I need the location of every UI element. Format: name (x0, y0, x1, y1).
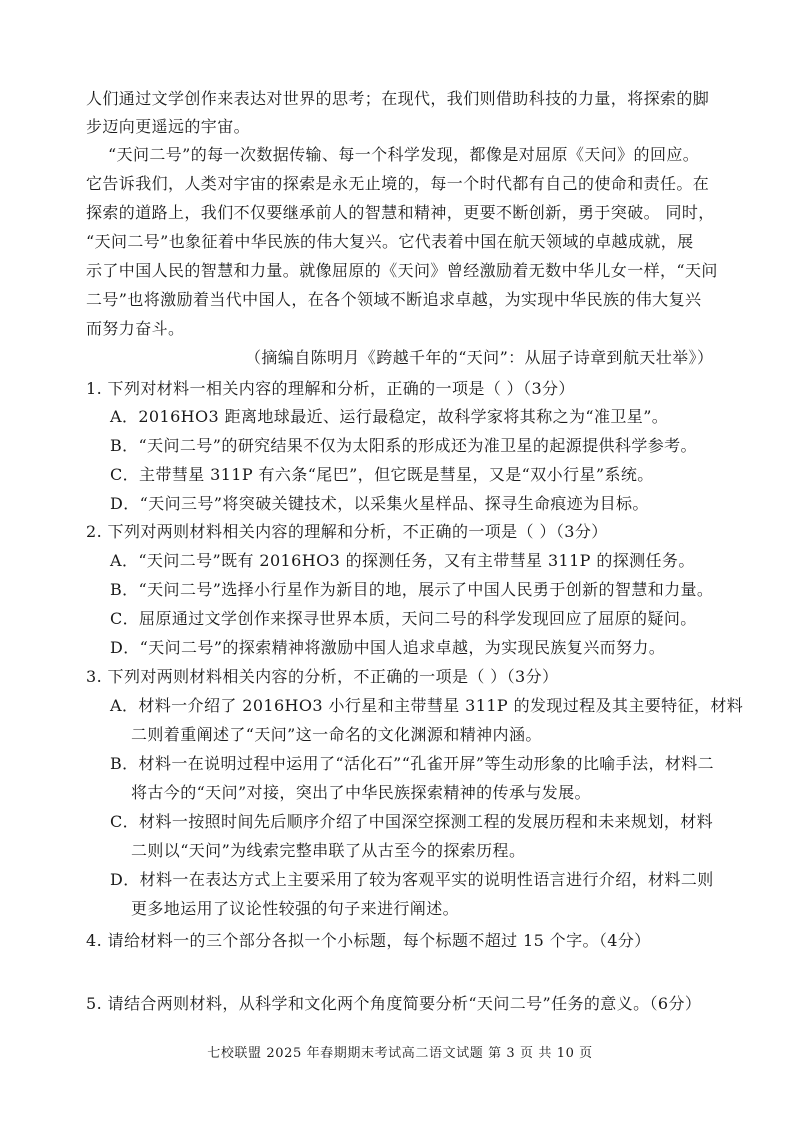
passage-line: 步迈向更遥远的宇宙。 (86, 117, 251, 136)
question-5: 5. 请结合两则材料，从科学和文化两个角度简要分析“天问二号”任务的意义。（6分） (86, 994, 702, 1013)
question-2-stem: 2. 下列对两则材料相关内容的理解和分析，不正确的一项是（ ）（3分） (86, 522, 608, 541)
source-citation: （摘编自陈明月《跨越千年的“天问”：从屈子诗章到航天壮举》） (245, 348, 714, 367)
passage-line: 人们通过文学创作来表达对世界的思考；在现代，我们则借助科技的力量，将探索的脚 (86, 89, 710, 108)
question-2-option-a: A．“天问二号”既有 2016HO3 的探测任务，又有主带彗星 311P 的探测任务。 (110, 551, 695, 570)
question-3-option-a: A．材料一介绍了 2016HO3 小行星和主带彗星 311P 的发现过程及其主要特征，材料 (110, 696, 744, 715)
paragraph-line: “天问二号”的每一次数据传输、每一个科学发现，都像是对屈原《天问》的回应。 (108, 145, 700, 164)
paragraph-line: “天问二号”也象征着中华民族的伟大复兴。它代表着中国在航天领域的卓越成就，展 (86, 232, 694, 251)
question-3-option-d: D．材料一在表达方式上主要采用了较为客观平实的说明性语言进行介绍，材料二则 (110, 870, 714, 889)
question-2-option-c: C．屈原通过文学创作来探寻世界本质，天问二号的科学发现回应了屈原的疑问。 (110, 609, 697, 628)
question-2-option-d: D．“天问二号”的探索精神将激励中国人追求卓越，为实现民族复兴而努力。 (110, 638, 666, 657)
question-1-option-a: A．2016HO3 距离地球最近、运行最稳定，故科学家将其称之为“准卫星”。 (110, 407, 669, 426)
question-3-option-b: B．材料一在说明过程中运用了“活化石”“孔雀开屏”等生动形象的比喻手法，材料二 (110, 754, 715, 773)
paragraph-line: 它告诉我们，人类对宇宙的探索是永无止境的，每一个时代都有自己的使命和责任。在 (86, 174, 710, 193)
question-3-option-c: C．材料一按照时间先后顺序介绍了中国深空探测工程的发展历程和未来规划，材料 (110, 812, 714, 831)
question-3-option-c-cont: 二则以“天问”为线索完整串联了从古至今的探索历程。 (131, 841, 526, 860)
question-4: 4. 请给材料一的三个部分各拟一个小标题，每个标题不超过 15 个字。（4分） (86, 931, 651, 950)
page-footer: 七校联盟 2025 年春期期末考试高二语文试题 第 3 页 共 10 页 (207, 1046, 593, 1061)
question-2-option-b: B．“天问二号”选择小行星作为新目的地，展示了中国人民勇于创新的智慧和力量。 (110, 580, 714, 599)
question-3-option-a-cont: 二则着重阐述了“天问”这一命名的文化渊源和精神内涵。 (131, 725, 542, 744)
question-3-option-d-cont: 更多地运用了议论性较强的句子来进行阐述。 (131, 899, 460, 918)
question-1-option-c: C．主带彗星 311P 有六条“尾巴”，但它既是彗星，又是“双小行星”系统。 (110, 465, 654, 484)
paragraph-line: 示了中国人民的智慧和力量。就像屈原的《天问》曾经激励着无数中华儿女一样，“天问 (86, 261, 718, 280)
question-1-option-b: B．“天问二号”的研究结果不仅为太阳系的形成还为准卫星的起源提供科学参考。 (110, 436, 697, 455)
question-3-option-b-cont: 将古今的“天问”对接，突出了中华民族探索精神的传承与发展。 (131, 783, 591, 802)
question-1-option-d: D．“天问三号”将突破关键技术，以采集火星样品、探寻生命痕迹为目标。 (110, 494, 649, 513)
question-3-stem: 3. 下列对两则材料相关内容的分析，不正确的一项是（ ）（3分） (86, 667, 559, 686)
paragraph-line: 探索的道路上，我们不仅要继承前人的智慧和精神，更要不断创新，勇于突破。 同时， (86, 203, 715, 222)
paragraph-line: 二号”也将激励着当代中国人，在各个领域不断追求卓越，为实现中华民族的伟大复兴 (86, 290, 702, 309)
paragraph-line: 而努力奋斗。 (86, 319, 185, 338)
question-1-stem: 1. 下列对材料一相关内容的理解和分析，正确的一项是（ ）（3分） (86, 379, 575, 398)
